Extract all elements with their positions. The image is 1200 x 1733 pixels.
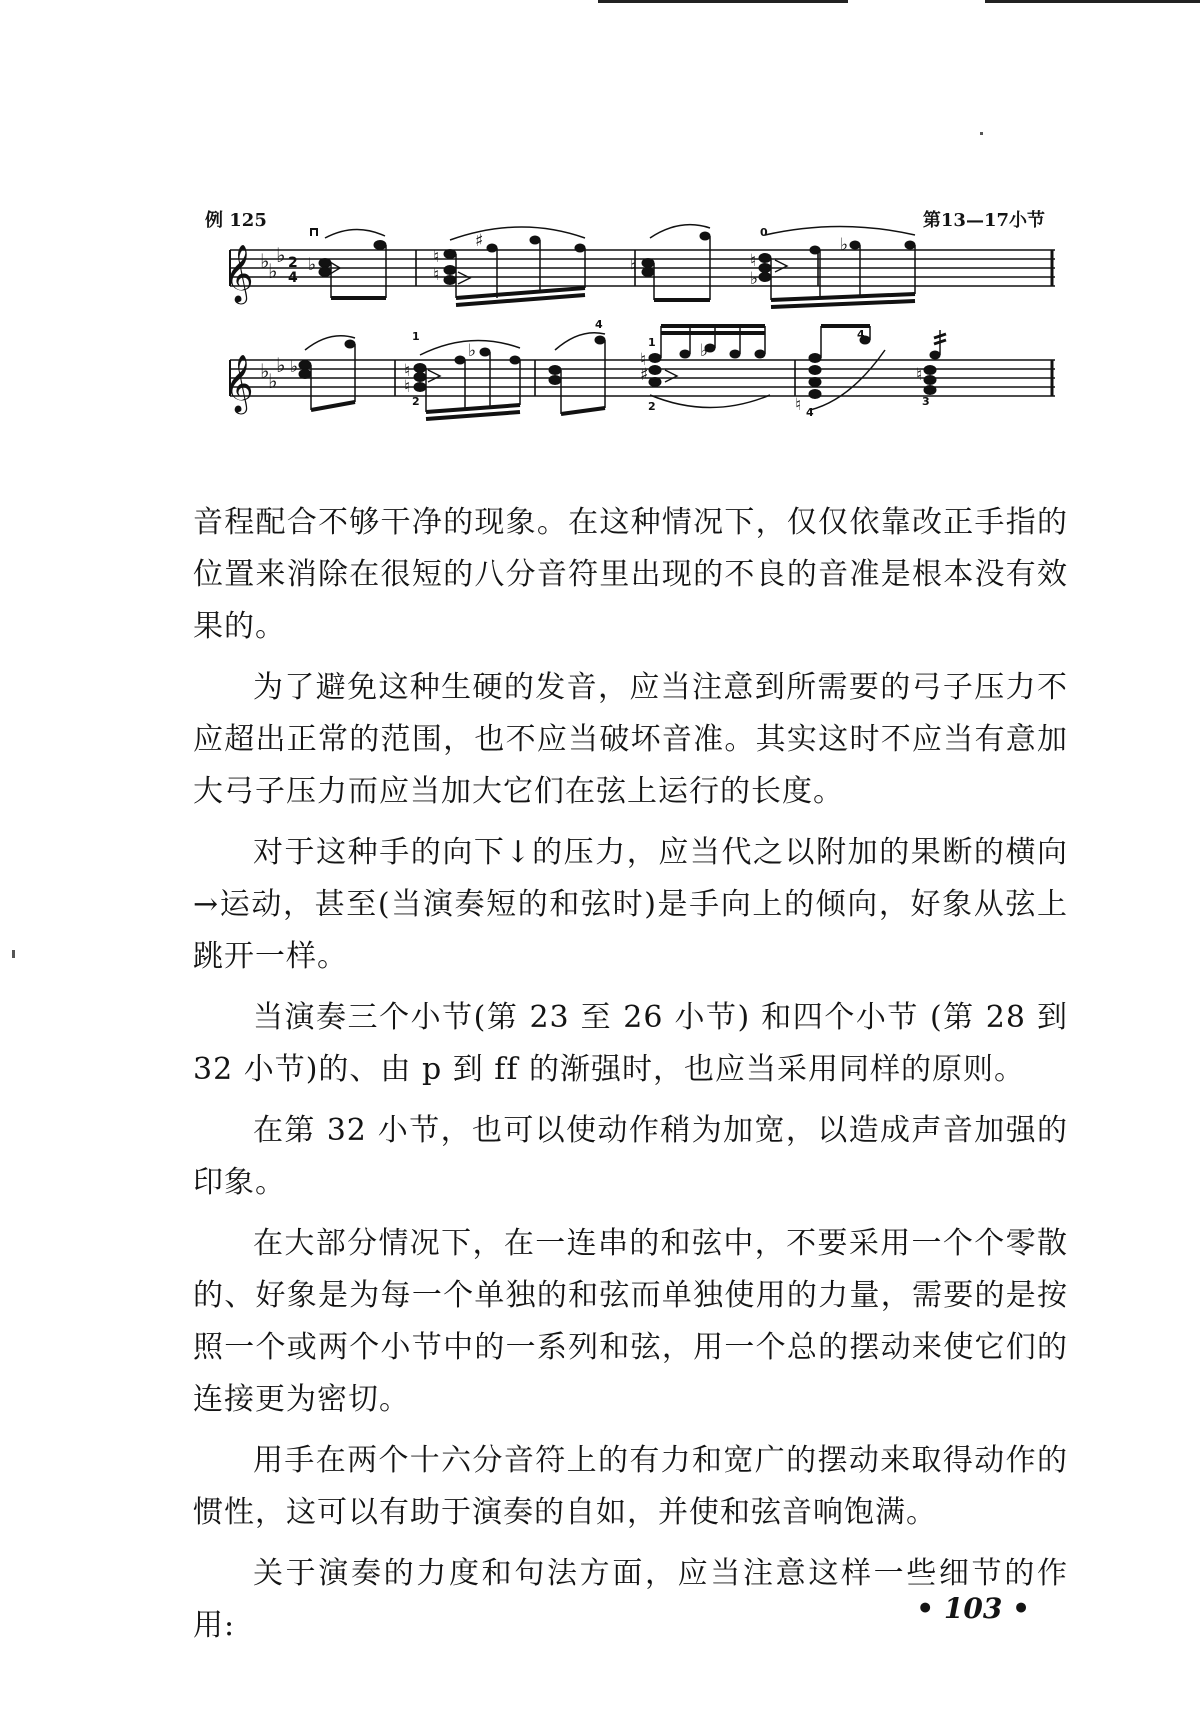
svg-text:♯: ♯ (640, 365, 649, 385)
svg-text:♭: ♭ (468, 341, 477, 361)
note (809, 366, 821, 375)
note (595, 336, 605, 344)
note (924, 376, 936, 385)
paragraph: 在大部分情况下，在一连串的和弦中，不要采用一个个零散的、好象是为每一个单独的和弦而单独使用的力量，需要的是按照一个或两个小节中的一系列和弦，用一个总的摆动来使它们的连接更为密切。 (193, 1226, 1068, 1417)
accent-marks (330, 260, 787, 382)
svg-text:♮: ♮ (750, 251, 757, 271)
note (755, 350, 765, 358)
example-label: 例 125 (205, 210, 267, 231)
note (299, 370, 311, 379)
note (649, 366, 661, 375)
note (530, 236, 540, 244)
note (759, 273, 771, 282)
note (759, 264, 771, 273)
svg-text:0: 0 (760, 226, 768, 239)
svg-text:1: 1 (412, 330, 420, 343)
paragraph: 关于演奏的力度和句法方面，应当注意这样一些细节的作用: (193, 1556, 1068, 1643)
note (809, 354, 821, 363)
note (414, 373, 426, 382)
svg-text:4: 4 (595, 318, 603, 331)
svg-text:♭: ♭ (260, 249, 270, 273)
svg-text:♭: ♭ (276, 353, 286, 377)
note (549, 366, 561, 375)
note (642, 259, 654, 268)
svg-text:1: 1 (648, 336, 656, 349)
note (680, 350, 690, 358)
paragraph: 在第 32 小节，也可以使动作稍为加宽，以造成声音加强的印象。 (193, 1113, 1068, 1200)
note (809, 378, 821, 387)
svg-text:4: 4 (857, 328, 865, 341)
top-rule-left (598, 0, 848, 3)
note (649, 378, 661, 387)
paragraph: 为了避免这种生硬的发音，应当注意到所需要的弓子压力不应超出正常的范围，也不应当破坏音准。其实这时不应当有意加大弓子压力而应当加大它们在弦上运行的长度。 (193, 670, 1068, 809)
note (444, 250, 456, 259)
note (345, 340, 355, 348)
note (642, 268, 654, 277)
note (549, 376, 561, 385)
time-signature-top: 2 (288, 255, 298, 271)
svg-text:♭: ♭ (268, 369, 278, 393)
note (730, 350, 740, 358)
svg-text:♮: ♮ (404, 361, 411, 381)
svg-text:2: 2 (412, 395, 420, 408)
svg-text:♯: ♯ (475, 231, 484, 251)
svg-text:♭: ♭ (750, 269, 759, 289)
svg-text:♭: ♭ (290, 357, 299, 377)
svg-text:♭: ♭ (276, 243, 286, 267)
paragraph: 当演奏三个小节(第 23 至 26 小节) 和四个小节 (第 28 到 32 小节)的、由 p 到 ff 的渐强时，也应当采用同样的原则。 (193, 1000, 1068, 1087)
note (414, 364, 426, 373)
note (414, 383, 426, 392)
note (930, 351, 940, 359)
body-text (193, 497, 1068, 1661)
measure-range: 第13—17小节 (922, 210, 1045, 231)
note (700, 232, 710, 240)
svg-text:♮: ♮ (640, 350, 647, 370)
svg-text:♮: ♮ (433, 247, 440, 267)
note (487, 244, 497, 252)
top-rule-right (985, 0, 1200, 3)
svg-text:♮: ♮ (433, 265, 440, 285)
note (510, 356, 520, 364)
time-signature-bottom: 4 (288, 270, 298, 286)
note (374, 241, 386, 250)
note (455, 356, 465, 364)
note (480, 348, 490, 356)
paragraph: 对于这种手的向下↓的压力，应当代之以附加的果断的横向→运动，甚至(当演奏短的和弦时)是手向上的倾向，好象从弦上跳开一样。 (193, 835, 1068, 974)
svg-text:♭: ♭ (268, 259, 278, 283)
scan-speck (980, 132, 983, 135)
svg-text:2: 2 (648, 400, 656, 413)
note (299, 361, 311, 370)
page-number: • 103 • (916, 1592, 1030, 1625)
note (809, 390, 821, 399)
bow-marks (310, 228, 318, 236)
svg-text:♭: ♭ (840, 235, 849, 255)
note (810, 246, 820, 254)
paragraph: 音程配合不够干净的现象。在这种情况下，仅仅依靠改正手指的位置来消除在很短的八分音符里出现的不良的音准是根本没有效果的。 (193, 505, 1068, 644)
svg-text:3: 3 (922, 395, 930, 408)
note (924, 366, 936, 375)
staff-system-1 (230, 250, 1055, 286)
music-score (224, 226, 1060, 460)
note (319, 259, 331, 268)
note (850, 241, 860, 249)
note (575, 244, 585, 252)
svg-text:♮: ♮ (916, 365, 923, 385)
note (319, 268, 331, 277)
note (444, 266, 456, 275)
note (759, 254, 771, 263)
treble-clef-icon: 𝄞 (224, 244, 254, 302)
svg-text:♭: ♭ (260, 359, 270, 383)
key-signature (260, 243, 285, 393)
score-svg (224, 226, 1060, 460)
svg-text:♭: ♭ (700, 341, 709, 361)
svg-text:♮: ♮ (630, 257, 637, 277)
svg-text:♮: ♮ (404, 377, 411, 397)
scan-speck (12, 950, 15, 958)
treble-clef-icon: 𝄞 (224, 354, 254, 412)
svg-text:4: 4 (806, 406, 814, 419)
note (905, 241, 915, 249)
note (444, 276, 456, 285)
notes-system-2 (299, 326, 946, 419)
svg-text:♮: ♮ (795, 395, 802, 415)
notes-system-1 (319, 225, 915, 307)
paragraph: 用手在两个十六分音符上的有力和宽广的摆动来取得动作的惯性，这可以有助于演奏的自如，并使和弦音响饱满。 (193, 1443, 1068, 1530)
svg-text:♭: ♭ (308, 255, 317, 275)
note (649, 354, 661, 363)
note (924, 386, 936, 395)
